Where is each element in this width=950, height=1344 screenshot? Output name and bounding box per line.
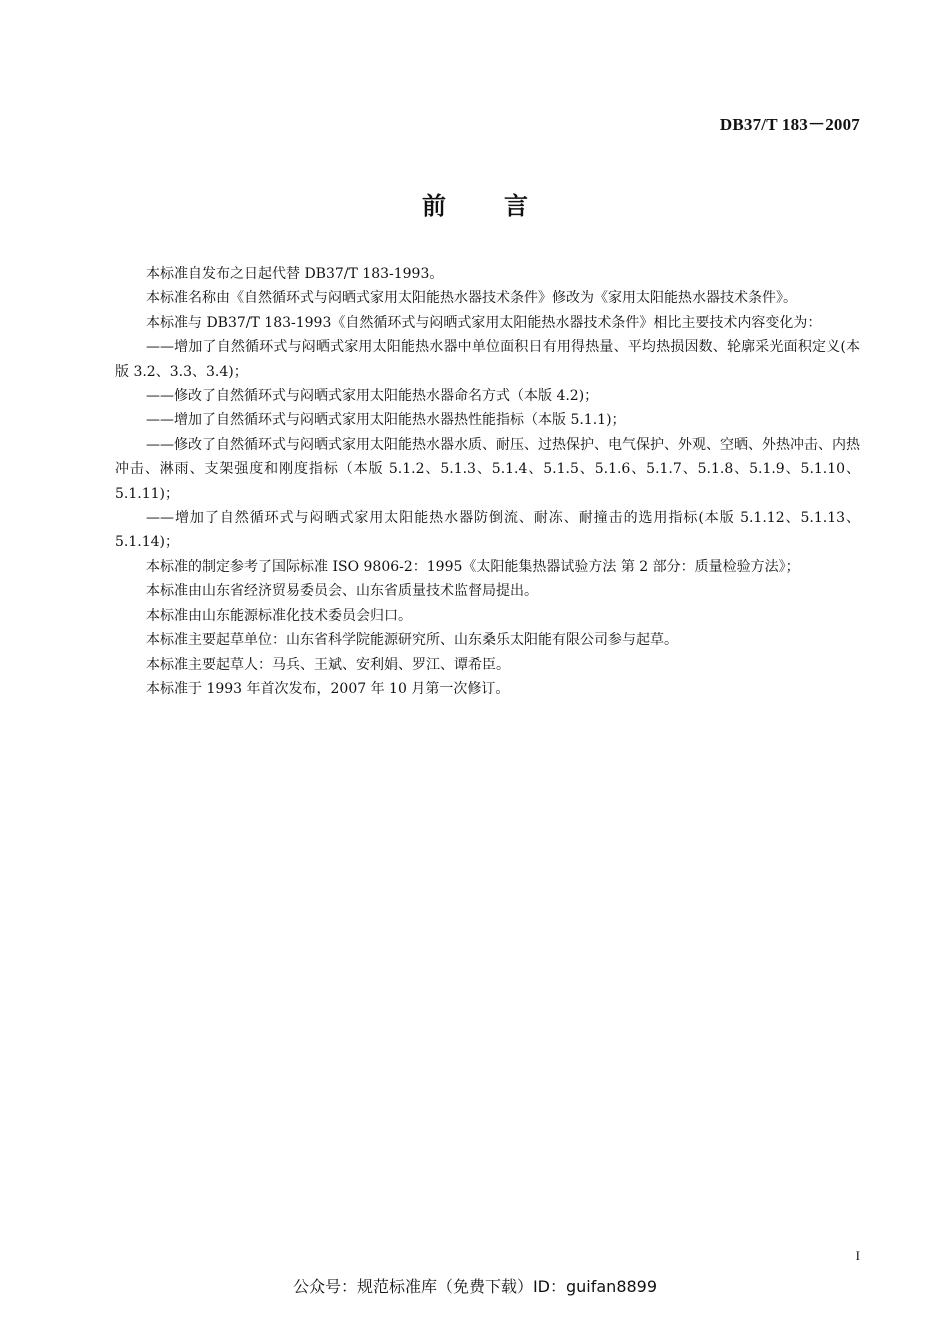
paragraph: 本标准于 1993 年首次发布，2007 年 10 月第一次修订。: [146, 680, 510, 697]
paragraph: 本标准名称由《自然循环式与闷晒式家用太阳能热水器技术条件》修改为《家用太阳能热水器技术条件》。: [146, 290, 797, 307]
paragraph: 本标准自发布之日起代替 DB37/T 183-1993。: [146, 266, 444, 282]
paragraph: 本标准由山东省经济贸易委员会、山东省质量技术监督局提出。: [146, 583, 538, 600]
foreword-body: [115, 262, 860, 701]
title-char-1: 前: [422, 192, 446, 220]
paragraph: 本标准与 DB37/T 183-1993《自然循环式与闷晒式家用太阳能热水器技术条件》相比主要技术内容变化为：: [146, 314, 822, 331]
paragraph: 本标准的制定参考了国际标准 ISO 9806-2：1995《太阳能集热器试验方法 第 2 部分：质量检验方法》；: [146, 558, 800, 575]
paragraph: 本标准由山东能源标准化技术委员会归口。: [146, 607, 412, 624]
list-item: ——增加了自然循环式与闷晒式家用太阳能热水器热性能指标（本版 5.1.1)；: [146, 412, 626, 429]
list-item: ——增加了自然循环式与闷晒式家用太阳能热水器中单位面积日有用得热量、平均热损因数、轮廓采光面积定义(本版 3.2、3.3、3.4)；: [115, 339, 860, 380]
document-code: DB37/T 183－2007: [719, 115, 860, 134]
footer-watermark-text: 公众号：规范标准库（免费下载）ID：guifan8899: [292, 1277, 658, 1296]
list-item: ——修改了自然循环式与闷晒式家用太阳能热水器命名方式（本版 4.2)；: [146, 388, 599, 405]
title-char-2: 言: [504, 192, 528, 220]
list-item: ——增加了自然循环式与闷晒式家用太阳能热水器防倒流、耐冻、耐撞击的选用指标(本版 5.1.12、5.1.13、5.1.14)；: [115, 510, 860, 551]
paragraph: 本标准主要起草人：马兵、王斌、安利娟、罗江、谭希臣。: [146, 656, 510, 673]
paragraph: 本标准主要起草单位：山东省科学院能源研究所、山东桑乐太阳能有限公司参与起草。: [146, 632, 678, 649]
page-number: I: [855, 1248, 860, 1263]
page-title: [0, 186, 950, 221]
list-item: ——修改了自然循环式与闷晒式家用太阳能热水器水质、耐压、过热保护、电气保护、外观、空晒、外热冲击、内热冲击、淋雨、支架强度和刚度指标（本版 5.1.2、5.1.3、5.1.4、5.1.5、5.1.6、5.1.7、5.1.8、5.1.9、5.1.10、5.1.11)；: [115, 436, 860, 502]
